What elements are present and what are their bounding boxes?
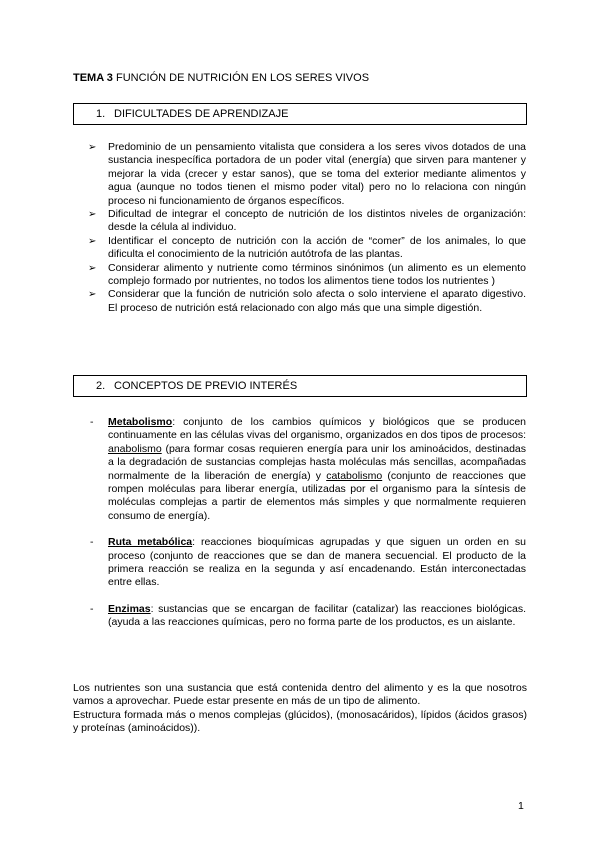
dash-bullet-icon: -: [90, 416, 94, 428]
list-item-text: Considerar alimento y nutriente como términos sinónimos (un alimento es un elemento complejo formado por nutrientes, no todos los alimentos tiene todos los nutrientes ): [108, 261, 526, 288]
section-number: 2.: [96, 380, 106, 392]
document-title: [73, 72, 369, 84]
closing-paragraph-1: Los nutrientes son una sustancia que está contenida dentro del alimento y es la que nosotros vamos a aprovechar. Puede estar presente en más de un tipo de alimento.: [73, 682, 527, 708]
title-text: FUNCIÓN DE NUTRICIÓN EN LOS SERES VIVOS: [112, 72, 370, 84]
closing-paragraph-2: Estructura formada más o menos complejas (glúcidos), (monosacáridos), lípidos (ácidos grasos) y proteínas (aminoácidos)).: [73, 708, 527, 735]
list-item: [88, 262, 526, 289]
list-item-text: Predominio de un pensamiento vitalista que considera a los seres vivos dotados de una sustancia inespecífica portadora de un poder vital (energía) que sirven para mantener y mejorar la vida (crecer y estar sanos), que se toma del exterior mediante alimentos y agua (aunque no todos tienen el mismo poder vital) pero no lo relaciona con ningún proceso ni funcionamiento de órganos específicos.: [108, 141, 526, 207]
arrow-bullet-icon: ➢: [88, 235, 97, 247]
concept-metabolismo: [88, 416, 526, 523]
list-item: [88, 141, 526, 208]
arrow-bullet-icon: ➢: [88, 289, 97, 301]
list-item: [88, 235, 526, 262]
concept-text: (conjunto de reacciones que rompen moléculas para liberar energía, utilizadas por el organismo para la síntesis de moléculas complejas a partir de elementos más simples y que normalmente requieren consumo de energía).: [108, 469, 527, 522]
dash-bullet-icon: -: [90, 602, 94, 615]
list-item-text: Considerar que la función de nutrición solo afecta o solo interviene el aparato digestivo. El proceso de nutrición está relacionado con algo más que una simple digestión.: [108, 288, 526, 314]
list-item: [88, 288, 526, 315]
concept-term: Enzimas: [108, 602, 151, 615]
concept-text: : sustancias que se encargan de facilitar (catalizar) las reacciones biológicas. (ayuda a las reacciones químicas, pero no forma parte de los productos, es un aislante.: [108, 602, 526, 629]
arrow-bullet-icon: ➢: [88, 262, 97, 274]
concept-text: (para formar cosas requieren energía para unir los aminoácidos, destinadas a la degradación de sustancias complejas hasta moléculas más sencillas, acompañadas normalmente de la liberación de energía) y: [108, 442, 526, 482]
dash-bullet-icon: -: [90, 536, 94, 549]
section-heading-difficulties: [73, 103, 527, 125]
list-item: [88, 208, 526, 235]
difficulties-list: [88, 141, 526, 315]
concept-term: Ruta metabólica: [108, 536, 193, 549]
closing-paragraph: [73, 682, 527, 736]
concept-text: : conjunto de los cambios químicos y biológicos que se producen continuamente en las células vivas del organismo, organizados en dos tipos de procesos:: [108, 416, 526, 442]
section-label: DIFICULTADES DE APRENDIZAJE: [114, 108, 289, 120]
section-number: 1.: [96, 108, 106, 120]
concept-ruta: [88, 536, 526, 590]
concept-enzimas: [88, 603, 526, 630]
concept-term: Metabolismo: [108, 416, 173, 428]
concept-underlined-term: anabolismo: [108, 442, 162, 455]
concepts-list: [88, 416, 526, 630]
title-bold: TEMA 3: [73, 72, 113, 84]
page-number: 1: [518, 800, 524, 812]
arrow-bullet-icon: ➢: [88, 142, 97, 153]
section-heading-concepts: [73, 375, 527, 397]
concept-text: : reacciones bioquímicas agrupadas y que siguen un orden en su proceso (conjunto de reacciones que se dan de manera secuencial. El producto de la primera reacción se realiza en la segunda y así encadenando. Están interconectadas entre ellas.: [108, 536, 526, 589]
list-item-text: Identificar el concepto de nutrición con la acción de “comer” de los animales, lo que dificulta el conocimiento de la nutrición autótrofa de las plantas.: [108, 234, 526, 261]
arrow-bullet-icon: ➢: [88, 209, 97, 221]
section-label: CONCEPTOS DE PREVIO INTERÉS: [114, 380, 298, 392]
concept-underlined-term: catabolismo: [326, 469, 383, 482]
list-item-text: Dificultad de integrar el concepto de nutrición de los distintos niveles de organización: desde la célula al individuo.: [108, 208, 526, 234]
